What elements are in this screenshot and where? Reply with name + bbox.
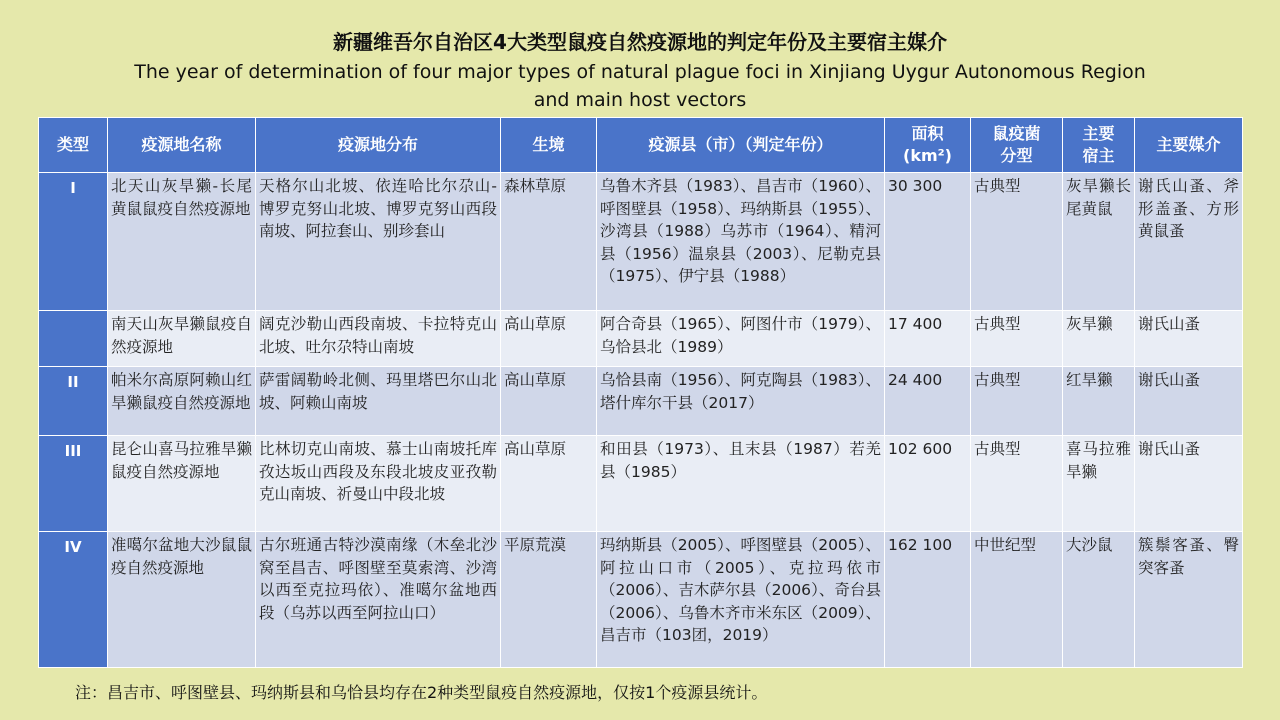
table-row [39,311,1243,367]
distribution-cell: 阔克沙勒山西段南坡、卡拉特克山北坡、吐尔尕特山南坡 [256,311,501,367]
header-distribution: 疫源地分布 [256,118,501,173]
header-area-unit: (km²) [903,146,952,165]
focus-name-cell: 南天山灰旱獭鼠疫自然疫源地 [108,311,256,367]
header-area-label: 面积 [911,124,944,143]
habitat-cell: 森林草原 [501,173,597,311]
county-cell: 和田县（1973）、且末县（1987）若羌县（1985） [597,436,885,532]
header-strain-line2: 分型 [1000,146,1033,165]
table-row [39,436,1243,532]
distribution-cell: 萨雷阔勒岭北侧、玛里塔巴尔山北坡、阿赖山南坡 [256,367,501,436]
header-host-line1: 主要 [1082,124,1115,143]
header-strain [971,118,1063,173]
type-cell: III [39,436,108,532]
strain-cell: 古典型 [971,173,1063,311]
host-cell: 大沙鼠 [1063,532,1135,668]
focus-name-cell: 昆仑山喜马拉雅旱獭鼠疫自然疫源地 [108,436,256,532]
habitat-cell: 高山草原 [501,436,597,532]
vector-cell: 谢氏山蚤 [1135,311,1243,367]
table-row [39,532,1243,668]
area-cell: 162 100 [885,532,971,668]
habitat-cell: 高山草原 [501,367,597,436]
strain-cell: 古典型 [971,436,1063,532]
title-english: The year of determination of four major types of natural plague foci in Xinjiang Uygur Autonomous Region and main host vectors [134,61,1146,111]
county-cell: 乌恰县南（1956）、阿克陶县（1983）、塔什库尔干县（2017） [597,367,885,436]
county-cell: 玛纳斯县（2005）、呼图壁县（2005）、阿拉山口市（2005）、克拉玛依市（2006）、吉木萨尔县（2006）、奇台县（2006）、乌鲁木齐市米东区（2009）、昌吉市（103团，2019） [597,532,885,668]
vector-cell: 谢氏山蚤、斧形盖蚤、方形黄鼠蚤 [1135,173,1243,311]
host-cell: 灰旱獭长尾黄鼠 [1063,173,1135,311]
area-cell: 24 400 [885,367,971,436]
distribution-cell: 天格尔山北坡、依连哈比尔尕山-博罗克努山北坡、博罗克努山西段南坡、阿拉套山、别珍套山 [256,173,501,311]
type-cell: II [39,367,108,436]
vector-cell: 谢氏山蚤 [1135,367,1243,436]
type-cell [39,311,108,367]
distribution-cell: 比林切克山南坡、慕士山南坡托库孜达坂山西段及东段北坡皮亚孜勒克山南坡、祈曼山中段北坡 [256,436,501,532]
header-host-line2: 宿主 [1082,146,1115,165]
header-county: 疫源县（市）（判定年份） [597,118,885,173]
habitat-cell: 平原荒漠 [501,532,597,668]
host-cell: 红旱獭 [1063,367,1135,436]
focus-name-cell: 北天山灰旱獭-长尾黄鼠鼠疫自然疫源地 [108,173,256,311]
host-cell: 灰旱獭 [1063,311,1135,367]
area-cell: 17 400 [885,311,971,367]
county-cell: 乌鲁木齐县（1983）、昌吉市（1960）、呼图壁县（1958）、玛纳斯县（1955）、沙湾县（1988）乌苏市（1964）、精河县（1956）温泉县（2003）、尼勒克县（1975）、伊宁县（1988） [597,173,885,311]
type-cell: I [39,173,108,311]
header-row [39,118,1243,173]
table-footnote: 注：昌吉市、呼图壁县、玛纳斯县和乌恰县均存在2种类型鼠疫自然疫源地，仅按1个疫源县统计。 [75,683,768,702]
header-type: 类型 [39,118,108,173]
header-habitat: 生境 [501,118,597,173]
strain-cell: 古典型 [971,367,1063,436]
focus-name-cell: 准噶尔盆地大沙鼠鼠疫自然疫源地 [108,532,256,668]
table-row [39,367,1243,436]
header-name: 疫源地名称 [108,118,256,173]
header-vector: 主要媒介 [1135,118,1243,173]
focus-name-cell: 帕米尔高原阿赖山红旱獭鼠疫自然疫源地 [108,367,256,436]
strain-cell: 中世纪型 [971,532,1063,668]
host-cell: 喜马拉雅旱獭 [1063,436,1135,532]
type-cell: IV [39,532,108,668]
county-cell: 阿合奇县（1965）、阿图什市（1979）、乌恰县北（1989） [597,311,885,367]
header-strain-line1: 鼠疫菌 [992,124,1041,143]
plague-foci-table [38,117,1243,668]
title-chinese: 新疆维吾尔自治区4大类型鼠疫自然疫源地的判定年份及主要宿主媒介 [333,30,947,54]
vector-cell: 谢氏山蚤 [1135,436,1243,532]
area-cell: 30 300 [885,173,971,311]
distribution-cell: 古尔班通古特沙漠南缘（木垒北沙窝至昌吉、呼图壁至莫索湾、沙湾以西至克拉玛依）、准噶尔盆地西段（乌苏以西至阿拉山口） [256,532,501,668]
vector-cell: 簇鬃客蚤、臀突客蚤 [1135,532,1243,668]
area-cell: 102 600 [885,436,971,532]
header-area [885,118,971,173]
table-row [39,173,1243,311]
strain-cell: 古典型 [971,311,1063,367]
header-host [1063,118,1135,173]
habitat-cell: 高山草原 [501,311,597,367]
